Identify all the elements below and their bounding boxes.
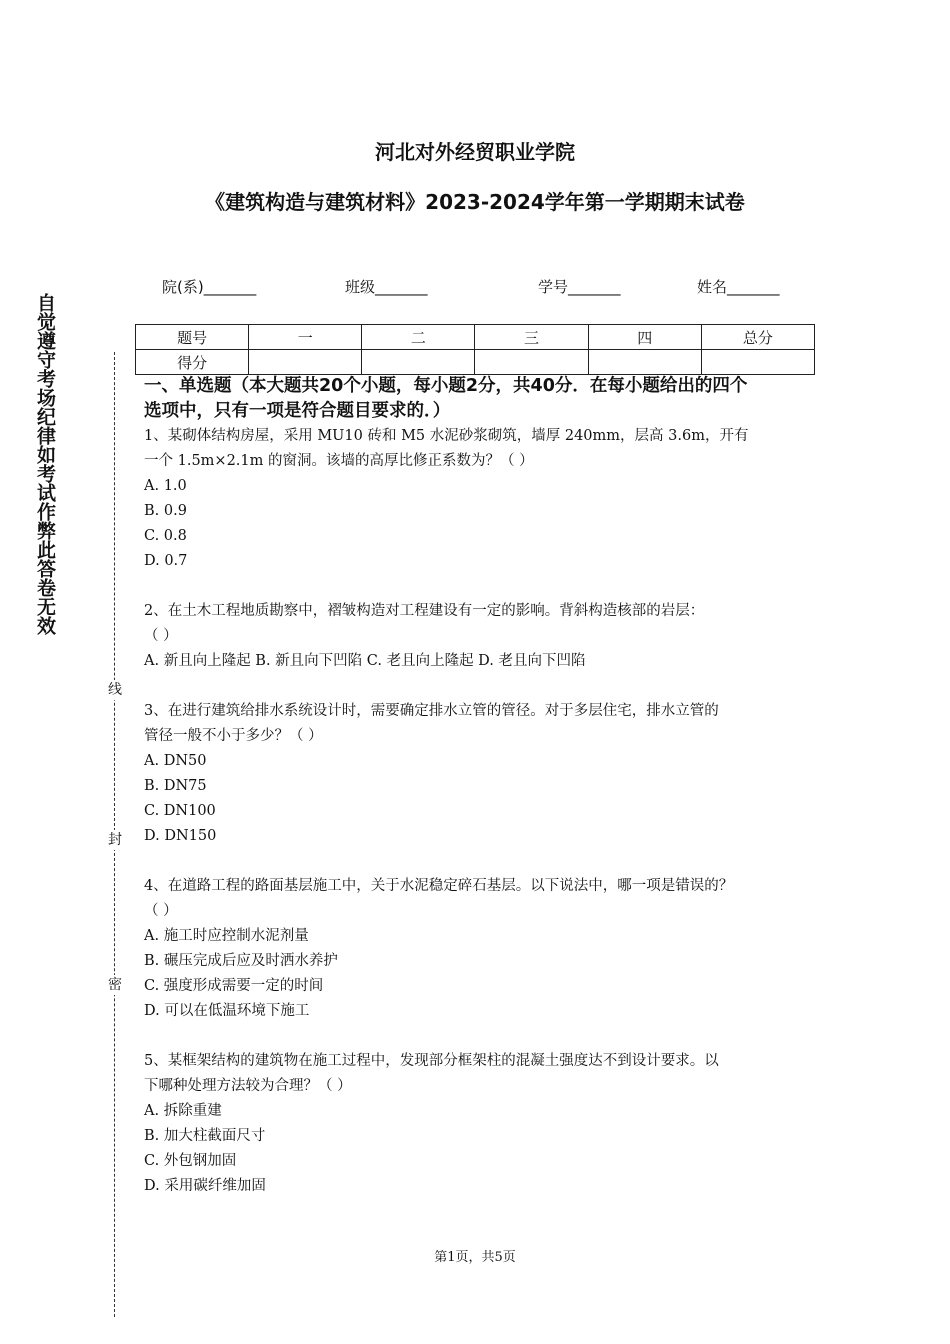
question-4-option-c[interactable]: C. 强度形成需要一定的时间 bbox=[144, 978, 324, 994]
question-4-option-b[interactable]: B. 碾压完成后应及时洒水养护 bbox=[144, 953, 338, 969]
question-5-option-c[interactable]: C. 外包钢加固 bbox=[144, 1153, 237, 1169]
question-3-stem-line1: 3、在进行建筑给排水系统设计时，需要确定排水立管的管径。对于多层住宅，排水立管的 bbox=[144, 703, 719, 719]
question-1-option-d[interactable]: D. 0.7 bbox=[144, 553, 188, 569]
question-3-option-b[interactable]: B. DN75 bbox=[144, 778, 207, 794]
score-header-cell: 四 bbox=[588, 325, 701, 350]
question-2 bbox=[144, 599, 824, 674]
questions-area bbox=[144, 374, 824, 1199]
page-number: 第1页，共5页 bbox=[434, 1250, 516, 1265]
question-1-stem-line2: 一个 1.5m×2.1m 的窗洞。该墙的高厚比修正系数为？（ ） bbox=[144, 453, 534, 469]
question-5-stem-line2: 下哪种处理方法较为合理？（ ） bbox=[144, 1078, 352, 1094]
score-cell[interactable] bbox=[701, 350, 814, 375]
score-table-header-row bbox=[136, 325, 815, 350]
section-heading-line2: 选项中，只有一项是符合题目要求的．） bbox=[144, 401, 451, 421]
question-1-option-b[interactable]: B. 0.9 bbox=[144, 503, 187, 519]
exam-discipline-notice: 自觉遵守考场纪律如考试作弊此答卷无效 bbox=[34, 293, 56, 635]
question-5-option-b[interactable]: B. 加大柱截面尺寸 bbox=[144, 1128, 266, 1144]
score-header-cell: 总分 bbox=[701, 325, 814, 350]
question-5 bbox=[144, 1049, 824, 1199]
question-2-options[interactable]: A. 新且向上隆起 B. 新且向下凹陷 C. 老且向上隆起 D. 老且向下凹陷 bbox=[144, 653, 586, 669]
score-table bbox=[135, 324, 815, 375]
question-5-option-a[interactable]: A. 拆除重建 bbox=[144, 1103, 222, 1119]
question-2-stem-line1: 2、在土木工程地质勘察中，褶皱构造对工程建设有一定的影响。背斜构造核部的岩层： bbox=[144, 603, 705, 619]
score-cell[interactable] bbox=[249, 350, 362, 375]
question-1 bbox=[144, 424, 824, 574]
score-table-score-row bbox=[136, 350, 815, 375]
score-cell[interactable] bbox=[588, 350, 701, 375]
question-1-option-c[interactable]: C. 0.8 bbox=[144, 528, 187, 544]
question-5-option-d[interactable]: D. 采用碳纤维加固 bbox=[144, 1178, 266, 1194]
question-4-option-a[interactable]: A. 施工时应控制水泥剂量 bbox=[144, 928, 309, 944]
spacer bbox=[144, 849, 824, 874]
binding-seal-label: 封 bbox=[104, 830, 126, 850]
question-4-option-d[interactable]: D. 可以在低温环境下施工 bbox=[144, 1003, 310, 1019]
score-cell[interactable] bbox=[362, 350, 475, 375]
spacer bbox=[144, 1024, 824, 1049]
exam-title: 《建筑构造与建筑材料》2023-2024学年第一学期期末试卷 bbox=[205, 190, 745, 214]
question-4-stem-line2: （ ） bbox=[144, 903, 178, 919]
question-3 bbox=[144, 699, 824, 849]
score-row-label: 得分 bbox=[136, 350, 249, 375]
question-1-stem-line1: 1、某砌体结构房屋，采用 MU10 砖和 M5 水泥砂浆砌筑，墙厚 240mm，层高 3.6m，开有 bbox=[144, 428, 749, 444]
score-cell[interactable] bbox=[475, 350, 588, 375]
spacer bbox=[144, 574, 824, 599]
question-3-stem-line2: 管径一般不小于多少？（ ） bbox=[144, 728, 323, 744]
dept-field: 院(系)_______ bbox=[162, 278, 257, 296]
school-title: 河北对外经贸职业学院 bbox=[375, 140, 575, 164]
question-1-option-a[interactable]: A. 1.0 bbox=[144, 478, 187, 494]
score-header-cell: 题号 bbox=[136, 325, 249, 350]
score-header-cell: 二 bbox=[362, 325, 475, 350]
question-2-stem-line2: （ ） bbox=[144, 628, 178, 644]
question-5-stem-line1: 5、某框架结构的建筑物在施工过程中，发现部分框架柱的混凝土强度达不到设计要求。以 bbox=[144, 1053, 719, 1069]
question-3-option-c[interactable]: C. DN100 bbox=[144, 803, 216, 819]
spacer bbox=[144, 674, 824, 699]
binding-line-label: 线 bbox=[104, 680, 126, 700]
student-id-field: 学号_______ bbox=[538, 278, 621, 296]
question-3-option-a[interactable]: A. DN50 bbox=[144, 753, 207, 769]
class-field: 班级_______ bbox=[345, 278, 428, 296]
score-header-cell: 一 bbox=[249, 325, 362, 350]
name-field: 姓名_______ bbox=[697, 278, 780, 296]
section-heading-line1: 一、单选题（本大题共20个小题，每小题2分，共40分．在每小题给出的四个 bbox=[144, 376, 748, 396]
question-4 bbox=[144, 874, 824, 1024]
question-4-stem-line1: 4、在道路工程的路面基层施工中，关于水泥稳定碎石基层。以下说法中，哪一项是错误的？ bbox=[144, 878, 734, 894]
question-3-option-d[interactable]: D. DN150 bbox=[144, 828, 217, 844]
score-header-cell: 三 bbox=[475, 325, 588, 350]
binding-secret-label: 密 bbox=[104, 975, 126, 995]
